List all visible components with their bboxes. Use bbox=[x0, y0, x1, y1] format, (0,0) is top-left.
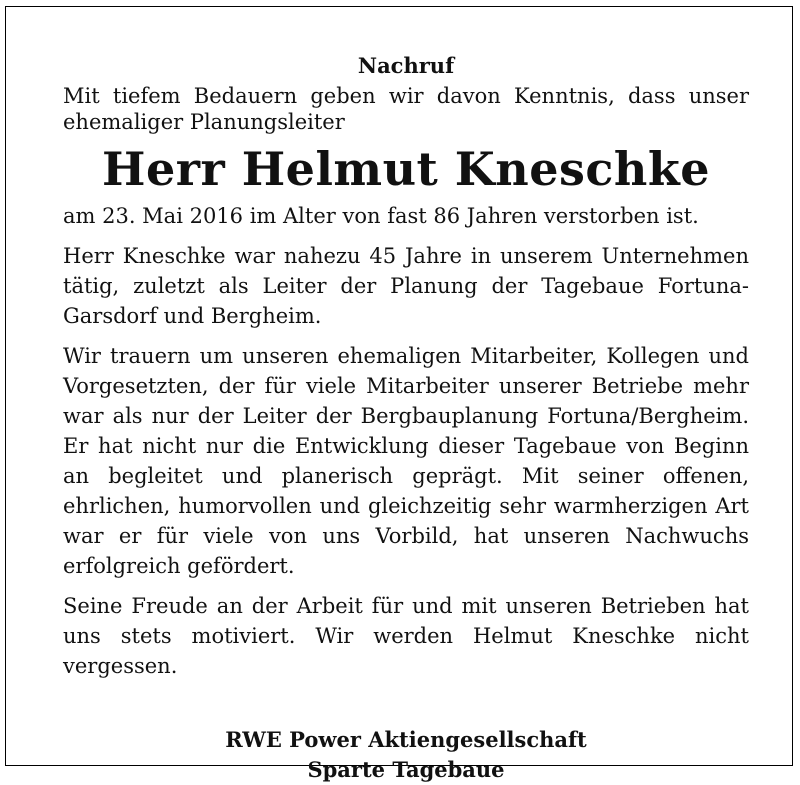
signature-company: RWE Power Aktiengesellschaft bbox=[225, 727, 587, 752]
signature-division: Sparte Tagebaue bbox=[307, 757, 505, 782]
paragraph-tribute: Wir trauern um unseren ehemaligen Mitarbeiter, Kollegen und Vorgesetzten, der für viele Mitarbeiter unserer Betriebe mehr war als nur der Leiter der Bergbauplanung Fortuna/Bergheim. Er hat nicht nur die Entwicklung dieser Tagebaue von Beginn an begleitet und planerisch geprägt. Mit seiner offenen, ehrlichen, humorvollen und gleichzeitig sehr warmherzigen Art war er für viele von uns Vorbild, hat unseren Nachwuchs erfolgreich gefördert. bbox=[63, 344, 749, 578]
intro-text: Mit tiefem Bedauern geben wir davon Kenntnis, dass unser ehemaliger Planungsleiter bbox=[63, 84, 749, 134]
obituary-heading: Nachruf bbox=[357, 53, 455, 78]
obituary-frame bbox=[5, 6, 793, 782]
paragraph-closing: Seine Freude an der Arbeit für und mit unseren Betrieben hat uns stets motiviert. Wir werden Helmut Kneschke nicht vergessen. bbox=[63, 594, 749, 678]
date-line: am 23. Mai 2016 im Alter von fast 86 Jahren verstorben ist. bbox=[63, 204, 699, 228]
obituary-content bbox=[63, 7, 749, 785]
deceased-name: Herr Helmut Kneschke bbox=[102, 142, 710, 196]
signature-block bbox=[63, 725, 749, 785]
paragraph-career: Herr Kneschke war nahezu 45 Jahre in unserem Unternehmen tätig, zuletzt als Leiter der Planung der Tagebaue Fortuna-Garsdorf und Bergheim. bbox=[63, 244, 749, 328]
